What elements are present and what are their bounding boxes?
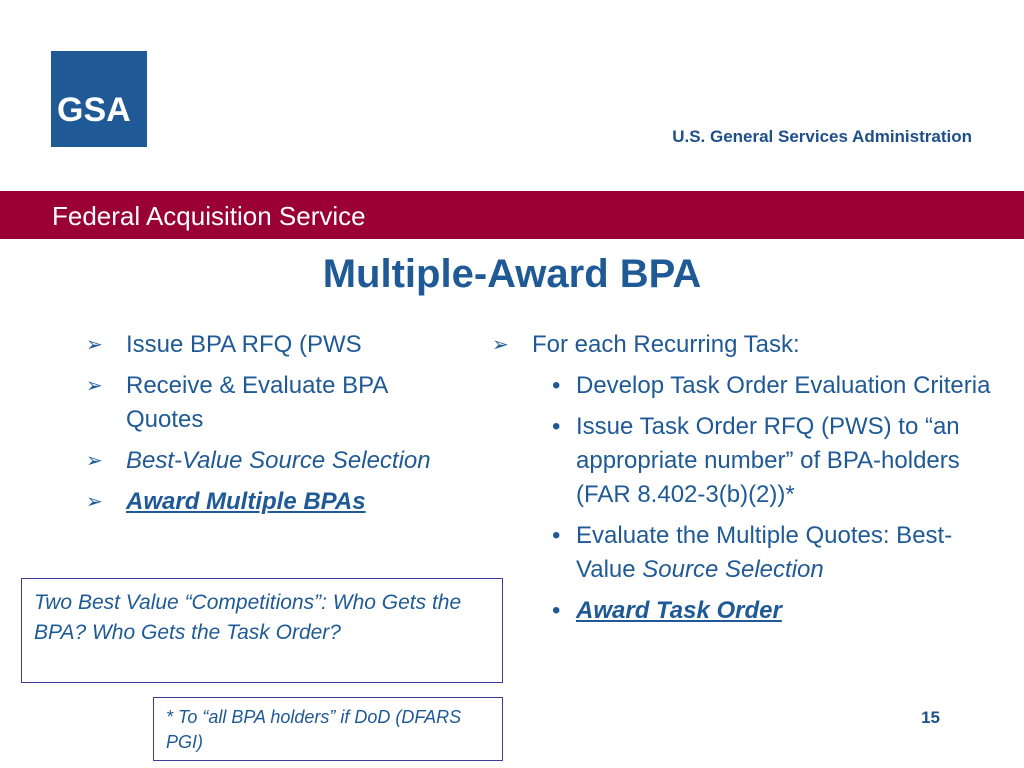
slide-title: Multiple-Award BPA: [322, 252, 702, 296]
list-item-text: Evaluate the Multiple Quotes: Best-Value: [576, 522, 953, 583]
list-item-text: Best-Value Source Selection: [126, 447, 431, 474]
dot-bullet-icon: •: [552, 522, 561, 549]
list-item: [86, 485, 466, 519]
list-item: [492, 519, 1002, 587]
right-column: [492, 328, 1002, 635]
dot-bullet-icon: •: [552, 372, 561, 399]
gsa-logo: [51, 51, 147, 147]
gsa-logo-text: GSA: [57, 91, 131, 129]
list-item: [492, 594, 1002, 628]
list-item-text: Award Task Order: [576, 597, 782, 624]
page-number: 15: [921, 708, 940, 727]
list-item: [86, 328, 466, 362]
arrow-bullet-icon: ➢: [86, 334, 103, 356]
list-item: [492, 369, 1002, 403]
footnote-box: * To “all BPA holders” if DoD (DFARS PGI): [153, 697, 503, 761]
list-item-text: Issue Task Order RFQ (PWS) to “an appropriate number” of BPA-holders (FAR 8.402-3(b)(2))*: [576, 413, 960, 508]
list-item: [86, 369, 466, 437]
org-name: U.S. General Services Administration: [672, 127, 972, 146]
callout-box: Two Best Value “Competitions”: Who Gets the BPA? Who Gets the Task Order?: [21, 578, 503, 683]
dot-bullet-icon: •: [552, 597, 561, 624]
list-item: [86, 444, 466, 478]
list-item-text-italic: Source Selection: [642, 556, 824, 583]
arrow-bullet-icon: ➢: [86, 450, 103, 472]
list-item-text: Develop Task Order Evaluation Criteria: [576, 372, 991, 399]
list-item: [492, 410, 1002, 512]
arrow-bullet-icon: ➢: [86, 491, 103, 513]
arrow-bullet-icon: ➢: [492, 334, 509, 356]
list-heading: [492, 328, 1002, 362]
gsa-logo-mark: [51, 51, 147, 147]
band-title: Federal Acquisition Service: [52, 201, 366, 231]
list-heading-text: For each Recurring Task:: [532, 331, 800, 358]
dot-bullet-icon: •: [552, 413, 561, 440]
list-item-text: Issue BPA RFQ (PWS: [126, 331, 362, 358]
left-column: [86, 328, 466, 526]
arrow-bullet-icon: ➢: [86, 375, 103, 397]
list-item-text: Award Multiple BPAs: [126, 488, 366, 515]
list-item-text: Receive & Evaluate BPA Quotes: [126, 372, 388, 433]
title-band: [0, 191, 1024, 239]
